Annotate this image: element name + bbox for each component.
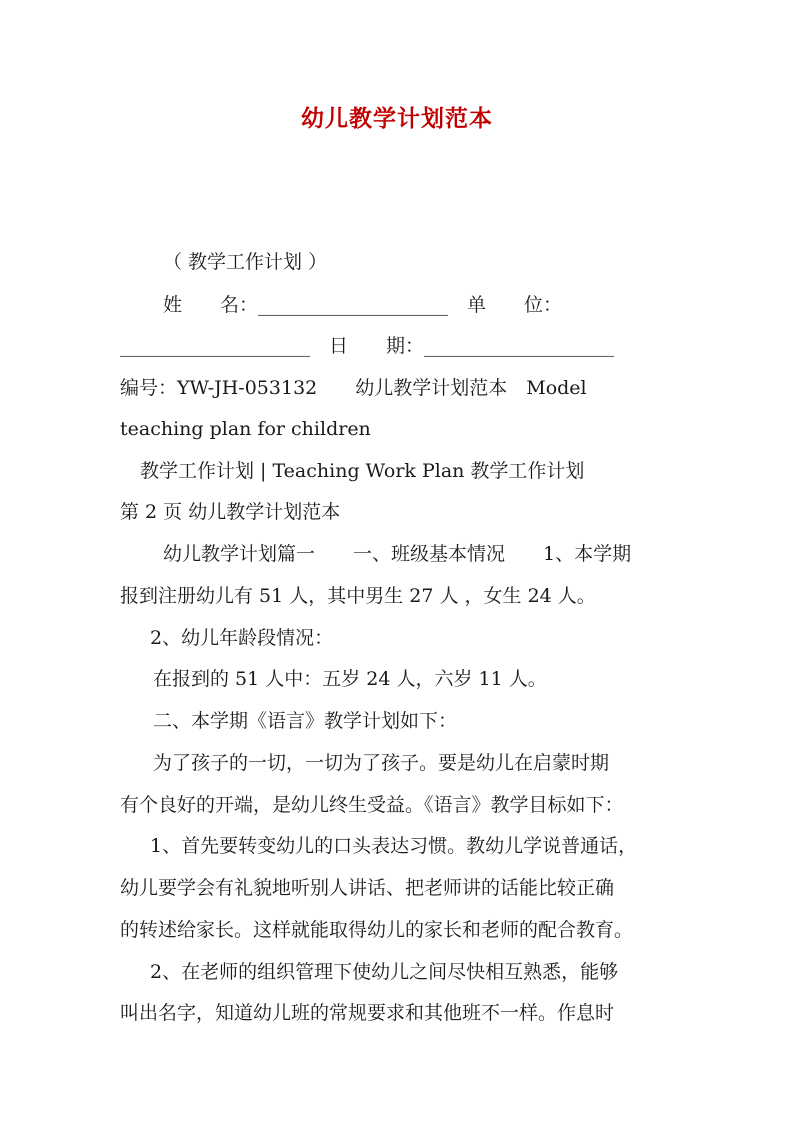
date-line: ____________________ 日 期：____________________ <box>120 335 615 357</box>
body-line: 报到注册幼儿有 51 人，其中男生 27 人 ，女生 24 人。 <box>120 585 596 607</box>
plan-type-line: （ 教学工作计划 ） <box>163 251 328 273</box>
body-line: 2、在老师的组织管理下使幼儿之间尽快相互熟悉，能够 <box>150 961 619 983</box>
body-line: 的转述给家长。这样就能取得幼儿的家长和老师的配合教育。 <box>120 919 634 941</box>
body-line: teaching plan for children <box>120 418 371 440</box>
document-number-line: 编号：YW-JH-053132 幼儿教学计划范本 Model <box>120 377 587 399</box>
header-line: 教学工作计划 | Teaching Work Plan 教学工作计划 <box>140 460 585 482</box>
body-line: 幼儿要学会有礼貌地听别人讲话、把老师讲的话能比较正确 <box>120 877 615 899</box>
body-line: 在报到的 51 人中：五岁 24 人，六岁 11 人。 <box>153 668 547 690</box>
body-line: 有个良好的开端，是幼儿终生受益。《语言》教学目标如下： <box>120 794 624 816</box>
body-line: 1、首先要转变幼儿的口头表达习惯。教幼儿学说普通话， <box>150 835 638 857</box>
body-line: 为了孩子的一切，一切为了孩子。要是幼儿在启蒙时期 <box>153 752 610 774</box>
body-line: 叫出名字，知道幼儿班的常规要求和其他班不一样。作息时 <box>120 1002 615 1024</box>
section-heading: 二、本学期《语言》教学计划如下： <box>153 710 458 732</box>
document-title: 幼儿教学计划范本 <box>301 105 493 132</box>
body-line: 幼儿教学计划篇一 一、班级基本情况 1、本学期 <box>163 543 632 565</box>
page-number-line: 第 2 页 幼儿教学计划范本 <box>120 501 341 523</box>
name-unit-line: 姓 名：____________________ 单 位： <box>163 294 563 316</box>
body-line: 2、幼儿年龄段情况： <box>150 627 334 649</box>
